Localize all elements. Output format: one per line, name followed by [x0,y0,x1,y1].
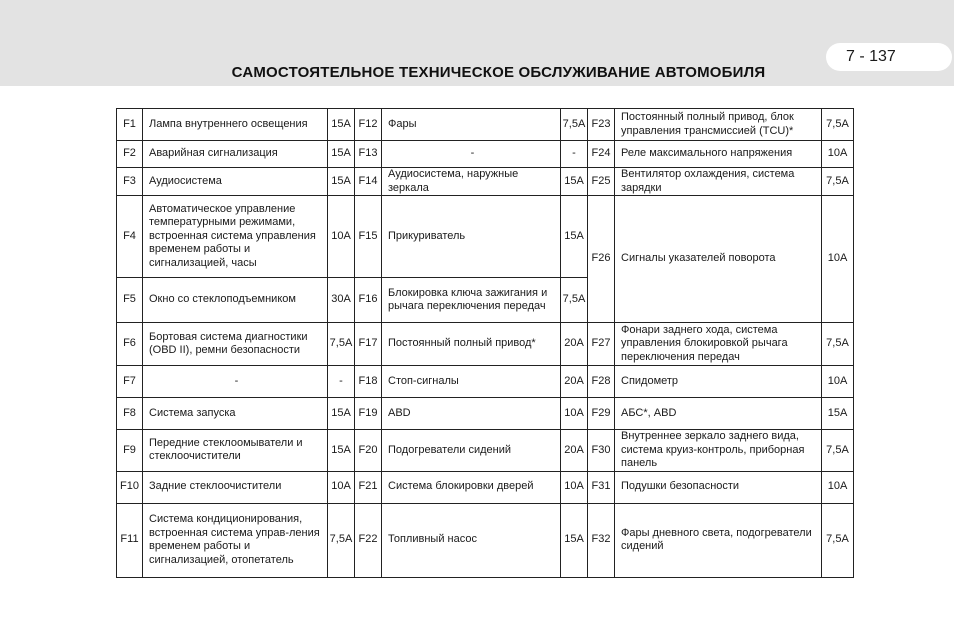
fuse-rating: 15A [822,398,854,430]
fuse-rating: 10A [822,196,854,323]
fuse-rating: 10A [822,471,854,503]
fuse-rating: 7,5A [561,278,588,323]
section-title: САМОСТОЯТЕЛЬНОЕ ТЕХНИЧЕСКОЕ ОБСЛУЖИВАНИЕ АВТОМОБИЛЯ [231,64,766,81]
fuse-description: - [382,141,561,168]
table-row [117,109,854,141]
fuse-id: F30 [588,430,615,472]
fuse-table [116,108,854,578]
fuse-description: Спидометр [615,366,822,398]
fuse-description: Прикуриватель [382,196,561,278]
fuse-id: F12 [355,109,382,141]
fuse-description: Подогреватели сидений [382,430,561,472]
fuse-id: F19 [355,398,382,430]
fuse-id: F28 [588,366,615,398]
fuse-id: F11 [117,503,143,577]
fuse-id: F9 [117,430,143,472]
fuse-id: F17 [355,323,382,366]
fuse-description: Вентилятор охлаждения, система зарядки [615,168,822,196]
fuse-description: Аудиосистема, наружные зеркала [382,168,561,196]
fuse-description: Система запуска [143,398,328,430]
fuse-description: Сигналы указателей поворота [615,196,822,323]
fuse-id: F25 [588,168,615,196]
fuse-id: F6 [117,323,143,366]
fuse-id: F2 [117,141,143,168]
fuse-rating: 7,5A [328,503,355,577]
table-row [117,196,854,278]
fuse-description: Подушки безопасности [615,471,822,503]
table-row [117,323,854,366]
fuse-rating: 10A [328,471,355,503]
fuse-id: F18 [355,366,382,398]
fuse-description: - [143,366,328,398]
table-row [117,366,854,398]
fuse-id: F7 [117,366,143,398]
fuse-description: Постоянный полный привод* [382,323,561,366]
fuse-description: Лампа внутреннего освещения [143,109,328,141]
fuse-description: Постоянный полный привод, блок управления трансмиссией (TCU)* [615,109,822,141]
fuse-rating: 15A [328,168,355,196]
table-row [117,471,854,503]
fuse-rating: - [328,366,355,398]
fuse-rating: 7,5A [328,323,355,366]
fuse-id: F29 [588,398,615,430]
fuse-description: Аудиосистема [143,168,328,196]
fuse-id: F4 [117,196,143,278]
fuse-rating: 7,5A [822,430,854,472]
fuse-rating: 7,5A [561,109,588,141]
fuse-id: F26 [588,196,615,323]
fuse-id: F14 [355,168,382,196]
fuse-id: F32 [588,503,615,577]
fuse-id: F31 [588,471,615,503]
fuse-description: Аварийная сигнализация [143,141,328,168]
fuse-id: F10 [117,471,143,503]
fuse-id: F1 [117,109,143,141]
fuse-rating: 10A [561,398,588,430]
fuse-id: F24 [588,141,615,168]
table-row [117,430,854,472]
fuse-description: Реле максимального напряжения [615,141,822,168]
fuse-id: F20 [355,430,382,472]
page-number: 7 - 137 [826,43,952,71]
fuse-description: Фары [382,109,561,141]
fuse-description: Внутреннее зеркало заднего вида, система круиз-контроль, приборная панель [615,430,822,472]
fuse-rating: - [561,141,588,168]
fuse-description: Стоп-сигналы [382,366,561,398]
fuse-rating: 20A [561,366,588,398]
fuse-rating: 10A [822,141,854,168]
fuse-rating: 7,5A [822,109,854,141]
fuse-id: F3 [117,168,143,196]
fuse-id: F27 [588,323,615,366]
fuse-description: Фары дневного света, подогреватели сидений [615,503,822,577]
fuse-description: АБС*, ABD [615,398,822,430]
fuse-description: Задние стеклоочистители [143,471,328,503]
fuse-rating: 15A [328,430,355,472]
fuse-rating: 20A [561,430,588,472]
fuse-id: F13 [355,141,382,168]
fuse-rating: 7,5A [822,168,854,196]
fuse-description: Передние стеклоомыватели и стеклоочистители [143,430,328,472]
fuse-rating: 15A [561,503,588,577]
fuse-description: Система кондиционирования, встроенная система управ-ления временем работы и сигнализацией, отопетатель [143,503,328,577]
fuse-rating: 15A [328,398,355,430]
fuse-description: Автоматическое управление температурными режимами, встроенная система управления временем работы и сигнализацией, часы [143,196,328,278]
fuse-rating: 15A [561,168,588,196]
fuse-description: ABD [382,398,561,430]
fuse-rating: 10A [328,196,355,278]
fuse-description: Бортовая система диагностики (OBD II), ремни безопасности [143,323,328,366]
table-row [117,503,854,577]
fuse-description: Фонари заднего хода, система управления блокировкой рычага переключения передач [615,323,822,366]
fuse-id: F5 [117,278,143,323]
fuse-description: Блокировка ключа зажигания и рычага переключения передач [382,278,561,323]
fuse-id: F22 [355,503,382,577]
fuse-rating: 30A [328,278,355,323]
fuse-rating: 10A [822,366,854,398]
fuse-rating: 10A [561,471,588,503]
fuse-rating: 15A [328,109,355,141]
fuse-id: F8 [117,398,143,430]
fuse-description: Окно со стеклоподъемником [143,278,328,323]
fuse-id: F21 [355,471,382,503]
table-row [117,141,854,168]
fuse-rating: 7,5A [822,503,854,577]
fuse-rating: 15A [328,141,355,168]
fuse-id: F16 [355,278,382,323]
fuse-id: F23 [588,109,615,141]
fuse-description: Система блокировки дверей [382,471,561,503]
table-row [117,398,854,430]
fuse-rating: 15A [561,196,588,278]
fuse-rating: 20A [561,323,588,366]
fuse-id: F15 [355,196,382,278]
fuse-rating: 7,5A [822,323,854,366]
fuse-description: Топливный насос [382,503,561,577]
table-row [117,168,854,196]
